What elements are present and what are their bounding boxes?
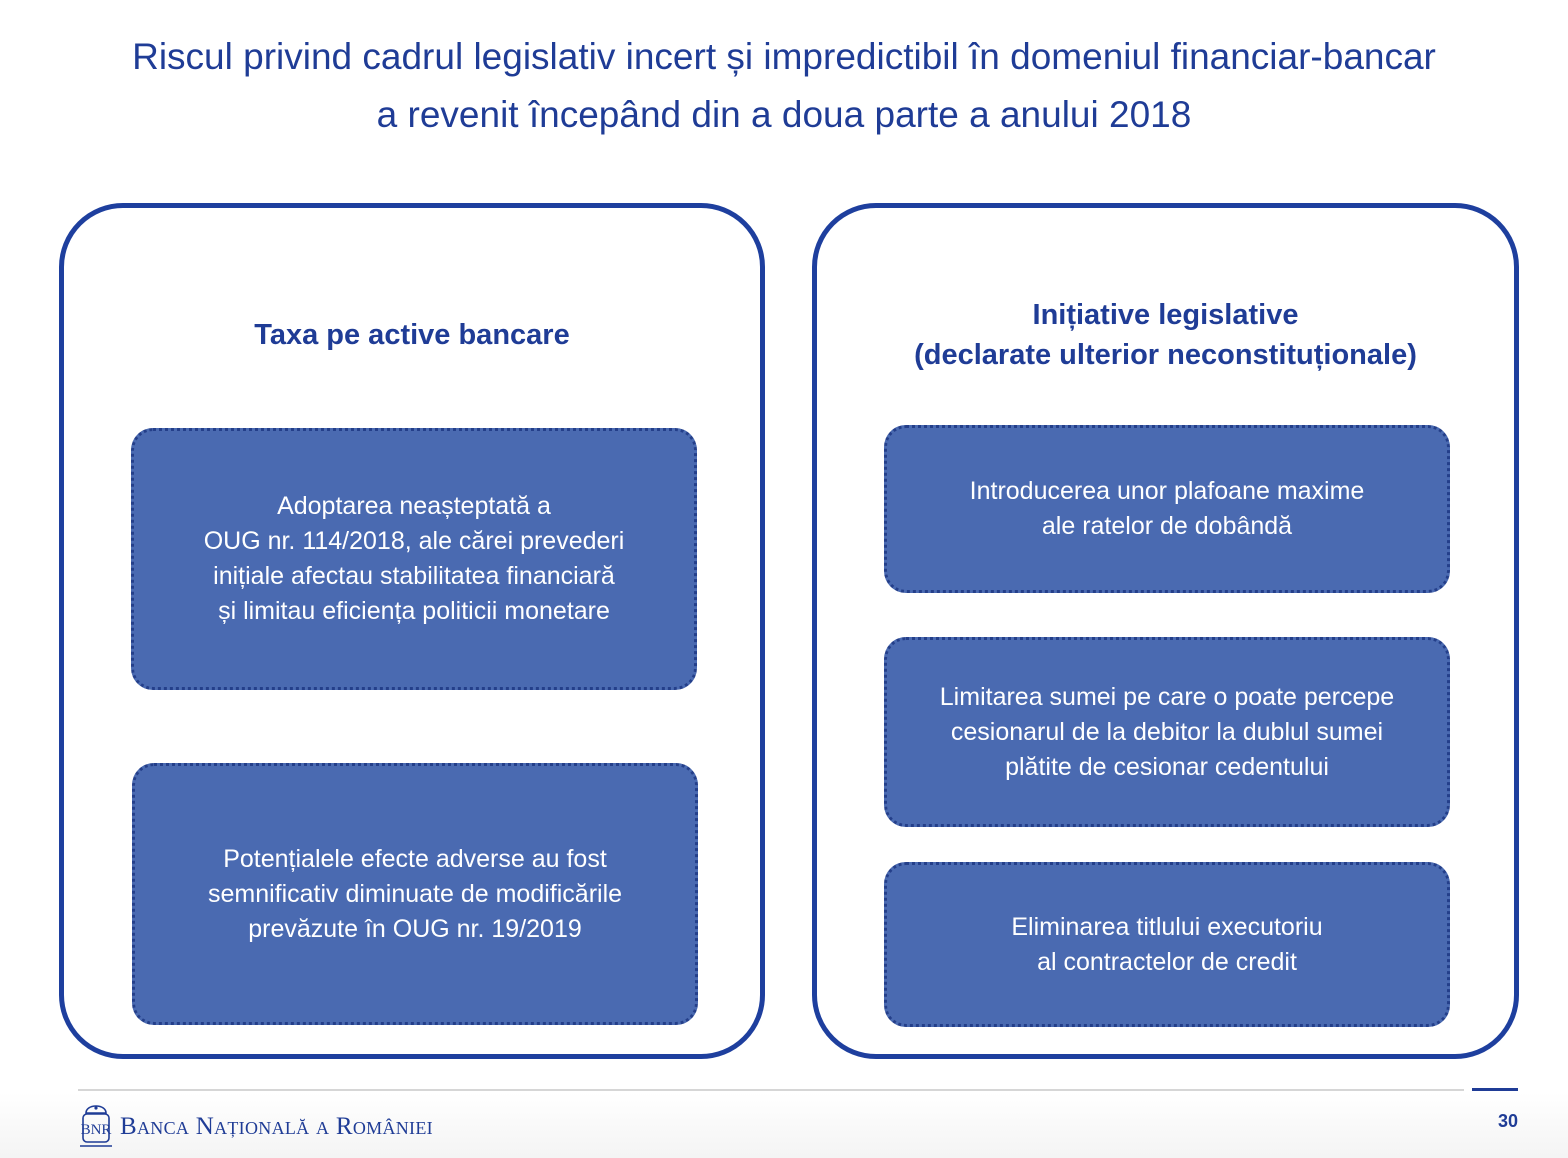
slide-title: [20, 28, 1548, 144]
panel-heading-text: Taxa pe active bancare: [254, 319, 570, 351]
info-box-text: [204, 489, 625, 629]
info-box-text: [1011, 910, 1322, 980]
info-box-line: Limitarea sumei pe care o poate percepe: [939, 682, 1395, 711]
organization-name: Banca Națională a României: [120, 1113, 433, 1140]
panel-legislative-initiatives: [812, 203, 1519, 1059]
slide-title-line-2: a revenit începând din a doua parte a anului 2018: [376, 94, 1192, 135]
info-box-line: Adoptarea neașteptată a: [277, 492, 551, 520]
info-box-interest-rate-caps: [884, 425, 1450, 593]
footer-divider: [78, 1089, 1464, 1091]
info-box-line: plătite de cesionar cedentului: [1005, 752, 1329, 781]
info-box-enforceable-title: [884, 862, 1450, 1027]
info-box-text: [208, 842, 622, 947]
info-box-line: inițiale afectau stabilitatea financiară: [213, 562, 615, 590]
panel-heading-line-2: (declarate ulterior neconstituționale): [914, 339, 1417, 371]
info-box-line: semnificativ diminuate de modificările: [207, 879, 623, 908]
info-box-line: ale ratelor de dobândă: [1041, 512, 1293, 540]
bnr-logo-icon: [76, 1102, 116, 1148]
panel-heading-line-1: Inițiative legislative: [1032, 299, 1299, 331]
info-box-oug-114: [131, 428, 697, 690]
info-box-text: [940, 680, 1394, 785]
info-box-text: [970, 474, 1365, 544]
panel-heading-bank-asset-tax: [64, 315, 760, 355]
logo-monogram: BNR: [80, 1122, 112, 1138]
page-number: 30: [1497, 1111, 1518, 1131]
info-box-line: OUG nr. 114/2018, ale cărei prevederi: [203, 527, 625, 555]
info-box-line: cesionarul de la debitor la dublul sumei: [950, 717, 1384, 746]
footer-divider-accent: [1472, 1088, 1518, 1091]
slide-title-line-1: Riscul privind cadrul legislativ incert și impredictibil în domeniul financiar-bancar: [132, 36, 1436, 77]
info-box-line: al contractelor de credit: [1037, 947, 1297, 976]
info-box-oug-19: [132, 763, 698, 1025]
info-box-line: prevăzute în OUG nr. 19/2019: [248, 914, 582, 943]
info-box-line: Potențialele efecte adverse au fost: [223, 844, 607, 873]
info-box-line: Introducerea unor plafoane maxime: [969, 477, 1365, 505]
info-box-line: și limitau eficiența politicii monetare: [218, 597, 610, 625]
info-box-line: Eliminarea titlului executoriu: [1011, 912, 1323, 941]
panel-heading-legislative-initiatives: [817, 295, 1514, 375]
panel-bank-asset-tax: [59, 203, 765, 1059]
info-box-debt-assignment-limit: [884, 637, 1450, 827]
